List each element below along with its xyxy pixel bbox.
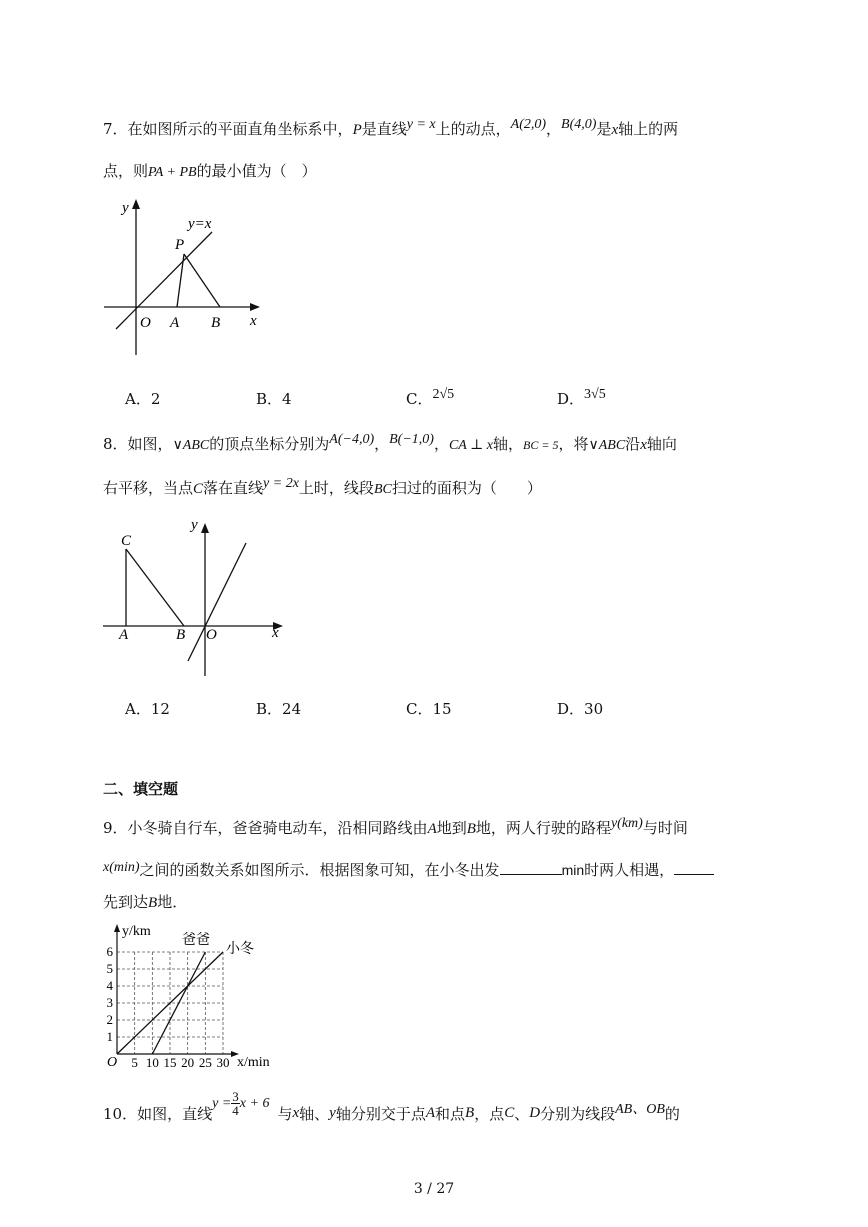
q7-point-b: B(4,0) [561,117,597,132]
q8-number: 8． [103,435,128,453]
q10-text: ，点 [474,1105,505,1123]
q8-triangle: ∨ABC [588,438,626,453]
q8-text: ， [433,435,449,453]
q9-x-label: x/min [237,1055,270,1070]
q7-option-a[interactable] [125,388,160,409]
q9-text: 小冬骑自行车，爸爸骑电动车，沿相同路线由 [127,819,428,837]
option-label: D． [557,700,585,718]
q7-line1 [103,118,678,139]
q10-c: C [504,1105,515,1121]
q8-text: 右平移，当点 [103,479,194,497]
q8-segment-cb [126,549,184,626]
q9-text: 时两人相遇， [584,861,675,879]
q9-text: 之间的函数关系如图所示．根据图象可知，在小冬出发 [139,861,500,879]
q10-numerator: 3 [232,1089,239,1104]
q10-d: D [529,1105,541,1121]
q9-y-tick-label: 1 [106,1029,113,1044]
q9-y-tick-label: 6 [106,944,113,959]
q9-blank-1[interactable] [500,860,562,875]
q8-text: 沿 [625,435,641,453]
option-value: 30 [584,700,604,718]
q7-label-x: x [250,313,257,329]
q10-segments: AB、OB [615,1101,665,1117]
q8-text: ， [374,435,390,453]
q10-a: A [425,1105,436,1121]
q7-figure [100,195,270,360]
q7-point-p: P [352,122,362,138]
q8-option-c[interactable] [406,698,452,719]
q8-line1 [103,433,677,454]
q8-x: x [640,437,647,453]
option-label: C． [406,390,433,408]
q8-point-c: C [193,481,204,497]
q10-text: 与 [277,1105,293,1123]
q7-segment-pa [177,254,184,307]
q9-x-tick-label: 25 [198,1055,212,1070]
q9-y-arrow [114,924,120,932]
q10-fraction [231,1090,240,1117]
q9-y-tick-label: 4 [106,978,113,993]
q10-eq-lhs: y = [212,1095,232,1111]
q8-label-c: C [121,533,132,549]
option-value: 24 [282,700,302,718]
q9-x-tick-label: 20 [181,1055,195,1070]
q7-text: 的最小值为（ ） [196,162,317,180]
q7-label-line: y=x [188,216,212,232]
q7-label-b: B [211,315,221,331]
q10-text: 轴分别交于点 [335,1105,426,1123]
q10-line1 [103,1089,680,1127]
q8-point-b: B(−1,0) [389,432,434,447]
q8-point-a: A(−4,0) [329,432,375,447]
q8-text: 轴向 [646,435,677,453]
q8-triangle: ∨ABC [172,438,210,453]
q9-x-min: x(min) [103,860,140,875]
q8-option-a[interactable] [125,698,170,719]
q7-option-c[interactable] [406,388,454,409]
option-label: B． [256,700,283,718]
q9-x-tick-label: 15 [163,1055,177,1070]
q9-b: B [148,895,158,911]
q9-number: 9． [103,819,128,837]
q7-text: 是直线 [361,120,407,138]
q9-b: B [466,821,476,837]
section-title: 二、填空题 [103,780,179,798]
option-value: 3√5 [584,387,606,402]
q7-text: 是 [596,120,612,138]
option-label: D． [557,390,585,408]
q7-y-arrow [132,199,140,209]
q8-label-b: B [176,627,186,643]
q8-text: 扫过的面积为（ ） [391,479,542,497]
q7-label-y: y [122,200,129,216]
q9-series-label-dad: 爸爸 [182,933,210,948]
q8-label-a: A [119,627,129,643]
q10-text: 、 [514,1105,530,1123]
q8-y-arrow [201,523,209,533]
q9-origin-label: O [107,1055,118,1070]
q9-text: 地，两人行驶的路程 [475,819,611,837]
q7-label-p: P [175,237,185,253]
q8-text: 上时，线段 [298,479,374,497]
q9-x-tick-label: 10 [145,1055,159,1070]
q9-text: 地． [157,893,188,911]
q10-text: 如图，直线 [137,1105,213,1123]
q10-text: 分别为线段 [540,1105,616,1123]
q7-text: 在如图所示的平面直角坐标系中， [127,120,353,138]
option-label: A． [125,700,151,718]
q9-text: 先到达 [103,893,149,911]
q9-y-km: y(km) [610,816,643,831]
q10-eq-rest: x + 6 [239,1095,270,1111]
q9-chart [100,920,285,1072]
q7-number: 7． [103,120,128,138]
q9-y-tick-label: 2 [106,1012,113,1027]
q9-unit: min [561,862,585,878]
q8-option-b[interactable] [256,698,301,719]
q9-x-tick-label: 30 [216,1055,230,1070]
q8-text: 轴， [493,435,524,453]
q7-text: 点，则 [103,162,149,180]
q8-label-o: O [206,627,217,643]
q8-line2 [103,477,542,498]
q8-text: 如图， [127,435,173,453]
option-label: A． [125,390,151,408]
q8-label-y: y [191,517,198,533]
q9-series-label-son: 小冬 [226,942,254,957]
option-value: 4 [282,390,292,408]
q9-y-tick-label: 3 [106,995,113,1010]
q10-x: x [292,1105,300,1121]
q9-y-tick-label: 5 [106,961,113,976]
q8-option-d[interactable] [557,698,603,719]
q7-point-a: A(2,0) [510,117,547,132]
q10-b: B [465,1105,475,1121]
q7-line-y-eq-x [116,232,212,329]
q9-a: A [427,821,437,837]
q7-segment-pb [184,254,220,307]
q8-segment: BC [373,482,392,497]
q10-equation [212,1090,269,1117]
q7-equation: y = x [406,117,436,132]
q9-line3 [103,891,187,912]
q8-text: 的顶点坐标分别为 [209,435,330,453]
q7-text: 轴上的两 [618,120,679,138]
q9-text: 与时间 [642,819,688,837]
q10-denominator: 4 [232,1103,239,1118]
q8-text: 落在直线 [203,479,264,497]
q9-text: 地到 [436,819,467,837]
q9-y-label: y/km [122,924,151,939]
q8-bc-length: BC = 5 [523,438,559,452]
q8-equation: y = 2x [263,476,299,491]
q7-label-o: O [140,315,151,331]
q10-text: 和点 [435,1105,466,1123]
q7-x-arrow [250,303,260,311]
q7-option-b[interactable] [256,388,292,409]
page-number: 3 / 27 [413,1181,455,1197]
q10-text: 轴、 [299,1105,330,1123]
option-label: B． [256,390,283,408]
option-value: 12 [150,700,170,718]
q7-expression: PA + PB [148,165,197,180]
q8-text: ，将 [558,435,589,453]
q10-text: 的 [664,1105,680,1123]
q7-label-a: A [170,315,180,331]
q8-label-x: x [272,625,279,641]
q9-line2 [103,859,714,880]
q7-text: 上的动点， [435,120,511,138]
q10-y: y [329,1105,336,1121]
q9-blank-2[interactable] [674,860,714,875]
option-value: 2√5 [432,387,455,402]
q8-line-y-eq-2x [188,543,246,661]
q7-x: x [611,122,619,138]
option-value: 2 [150,390,161,408]
q10-number: 10． [103,1105,138,1123]
q8-figure [100,513,290,678]
q9-line1 [103,817,688,838]
option-label: C． [406,700,433,718]
q7-option-d[interactable] [557,388,606,409]
option-value: 15 [432,700,452,718]
q7-line2 [103,160,317,181]
q8-perp: CA ⊥ x [448,438,493,453]
q9-x-tick-label: 5 [131,1055,138,1070]
q7-text: ， [546,120,562,138]
